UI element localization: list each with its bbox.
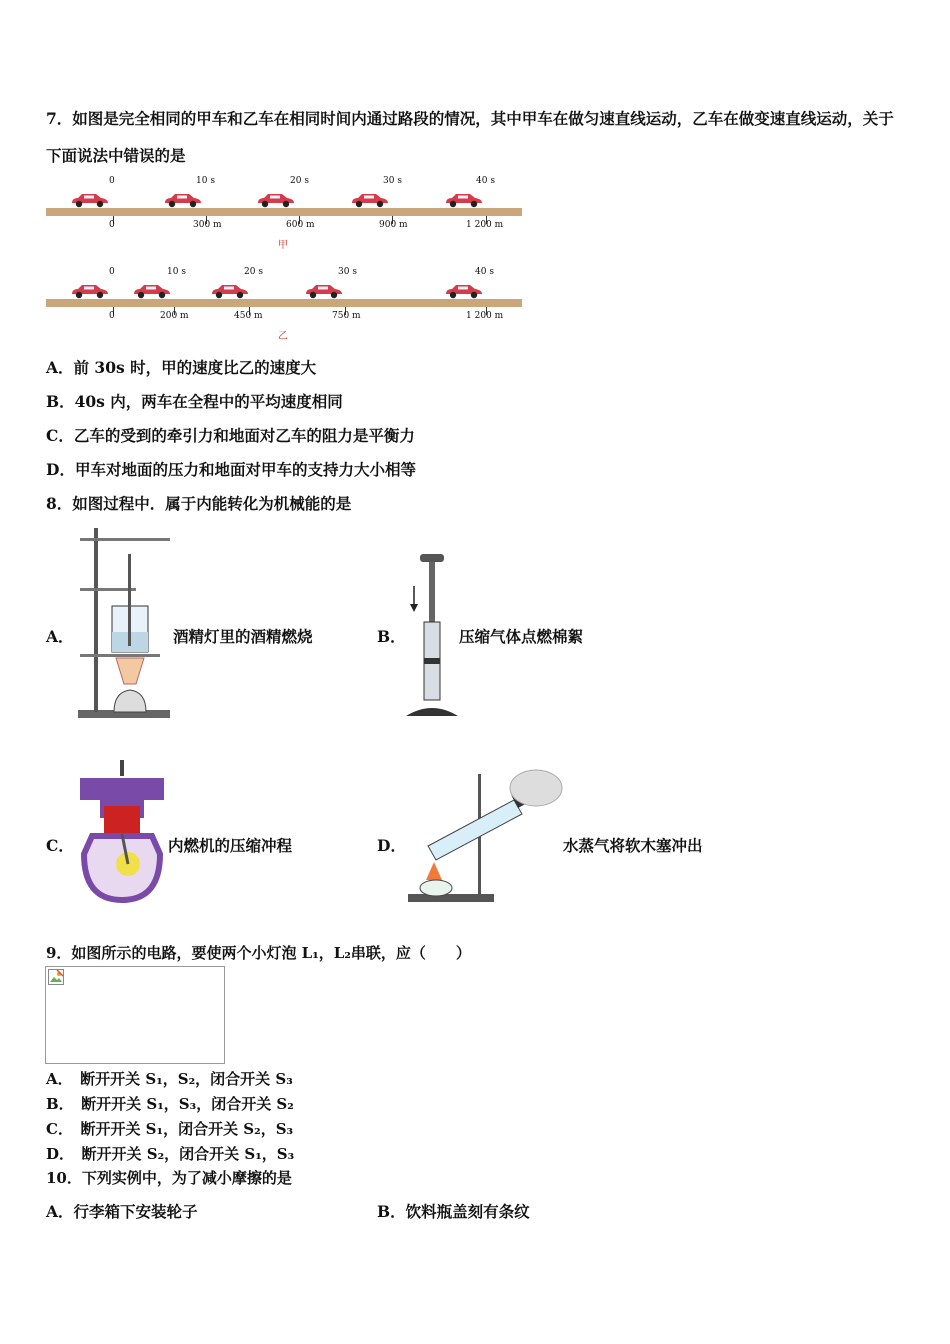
- car-icon: [68, 192, 110, 208]
- q7-option-a: A．前 30s 时，甲的速度比乙的速度大: [46, 358, 317, 377]
- q8-option-a-text: 酒精灯里的酒精燃烧: [173, 627, 313, 646]
- fire-piston-icon: [404, 550, 460, 720]
- q7-stem: 7．如图是完全相同的甲车和乙车在相同时间内通过路段的情况，其中甲车在做匀速直线运动，乙车在做变速直线运动，关于下面说法中错误的是: [46, 109, 894, 165]
- time-label: 20 s: [244, 267, 263, 277]
- q7-option-d: D．甲车对地面的压力和地面对甲车的支持力大小相等: [46, 460, 416, 479]
- q9-option-d: D． 断开开关 S₂，闭合开关 S₁，S₃: [46, 1145, 295, 1163]
- time-label: 0: [109, 267, 115, 277]
- distance-label: 600 m: [286, 220, 315, 230]
- q8-option-c-text: 内燃机的压缩冲程: [168, 836, 293, 855]
- time-label: 30 s: [383, 176, 402, 186]
- q10-option-a: A．行李箱下安装轮子: [46, 1202, 198, 1221]
- figure-caption-yi: 乙: [278, 331, 288, 342]
- steam-cork-experiment-icon: [404, 764, 564, 906]
- circuit-image-placeholder: [45, 966, 225, 1064]
- q10-option-b: B．饮料瓶盖刻有条纹: [377, 1202, 530, 1221]
- road: [46, 208, 522, 216]
- time-label: 10 s: [196, 176, 215, 186]
- distance-label: 0: [109, 220, 115, 230]
- time-label: 40 s: [476, 176, 495, 186]
- car-icon: [130, 283, 172, 299]
- car-icon: [161, 192, 203, 208]
- q8-stem: 8．如图过程中．属于内能转化为机械能的是: [46, 494, 352, 513]
- q8-option-a-letter: A．: [46, 627, 74, 646]
- distance-label: 750 m: [332, 311, 361, 321]
- distance-label: 1 200 m: [466, 311, 504, 321]
- broken-image-icon: [48, 969, 64, 985]
- time-label: 20 s: [290, 176, 309, 186]
- distance-label: 900 m: [379, 220, 408, 230]
- alcohol-lamp-apparatus-icon: [76, 524, 172, 720]
- q8-option-c-letter: C．: [46, 836, 74, 855]
- distance-label: 0: [109, 311, 115, 321]
- figure-caption-jia: 甲: [278, 240, 288, 251]
- car-icon: [302, 283, 344, 299]
- distance-label: 1 200 m: [466, 220, 504, 230]
- car-icon: [208, 283, 250, 299]
- q7-option-b: B．40s 内，两车在全程中的平均速度相同: [46, 392, 343, 411]
- car-icon: [442, 283, 484, 299]
- q9-option-b: B． 断开开关 S₁，S₃，闭合开关 S₂: [46, 1095, 294, 1113]
- distance-label: 200 m: [160, 311, 189, 321]
- time-label: 40 s: [475, 267, 494, 277]
- q8-option-b-text: 压缩气体点燃棉絮: [459, 627, 584, 646]
- q8-option-d-letter: D．: [377, 836, 406, 855]
- q8-option-d-text: 水蒸气将软木塞冲出: [563, 836, 703, 855]
- distance-label: 300 m: [193, 220, 222, 230]
- time-label: 30 s: [338, 267, 357, 277]
- car-icon: [348, 192, 390, 208]
- engine-compression-stroke-icon: [74, 758, 170, 906]
- q9-stem: 9．如图所示的电路，要使两个小灯泡 L₁，L₂串联，应（ ）: [46, 944, 471, 962]
- distance-label: 450 m: [234, 311, 263, 321]
- road: [46, 299, 522, 307]
- car-icon: [254, 192, 296, 208]
- q8-option-b-letter: B．: [377, 627, 406, 646]
- time-label: 10 s: [167, 267, 186, 277]
- q9-option-a: A． 断开开关 S₁，S₂，闭合开关 S₃: [46, 1070, 293, 1088]
- time-label: 0: [109, 176, 115, 186]
- q7-figure-yi: [46, 267, 524, 342]
- q9-option-c: C． 断开开关 S₁，闭合开关 S₂，S₃: [46, 1120, 294, 1138]
- car-icon: [442, 192, 484, 208]
- q7-option-c: C．乙车的受到的牵引力和地面对乙车的阻力是平衡力: [46, 426, 415, 445]
- car-icon: [68, 283, 110, 299]
- q7-figure-jia: [46, 176, 524, 251]
- q10-stem: 10．下列实例中，为了减小摩擦的是: [46, 1169, 292, 1187]
